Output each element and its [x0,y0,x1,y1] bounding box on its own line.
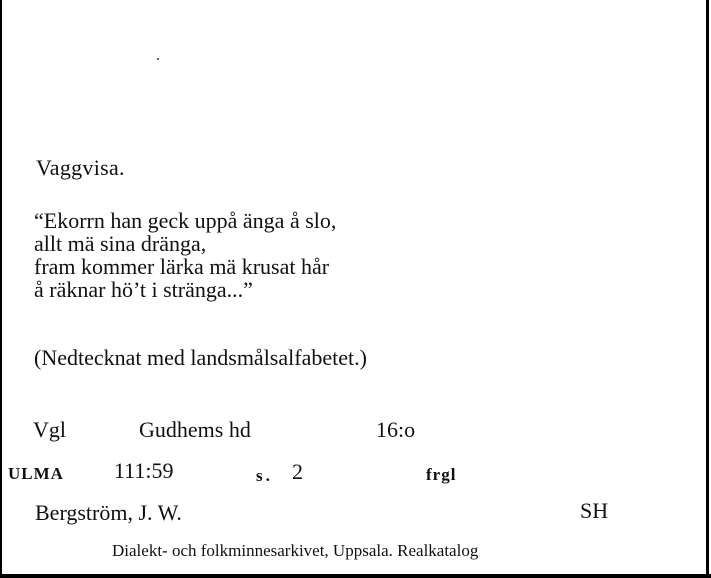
verse-line: fram kommer lärka mä krusat hår [34,254,330,279]
card-border-right [706,0,709,578]
verse-line: “Ekorrn han geck uppå änga å slo, [34,208,337,233]
initials: SH [580,498,609,523]
archive-code: ULMA [8,464,64,483]
card-title: Vaggvisa. [36,155,125,180]
card-border-bottom [0,574,711,578]
district-name: Gudhems hd [139,417,251,442]
verse-line: allt mä sina dränga, [34,231,207,256]
archive-footer: Dialekt- och folkminnesarkivet, Uppsala. Realkatalog [112,541,479,560]
category-code: frgl [426,465,457,484]
archive-reference: 111:59 [114,458,174,483]
recorder-name: Bergström, J. W. [35,500,182,525]
card-border-left [0,0,2,578]
page-number: 2 [292,459,303,484]
paper-speck [157,58,159,60]
region-code: Vgl [33,417,66,442]
page-label: s. [256,466,273,485]
verse-line: å räknar hö’t i stränga...” [34,277,253,302]
verse-block [34,209,336,301]
record-number: 16:o [376,417,416,442]
transcription-note: (Nedtecknat med landsmålsalfabetet.) [34,345,367,370]
